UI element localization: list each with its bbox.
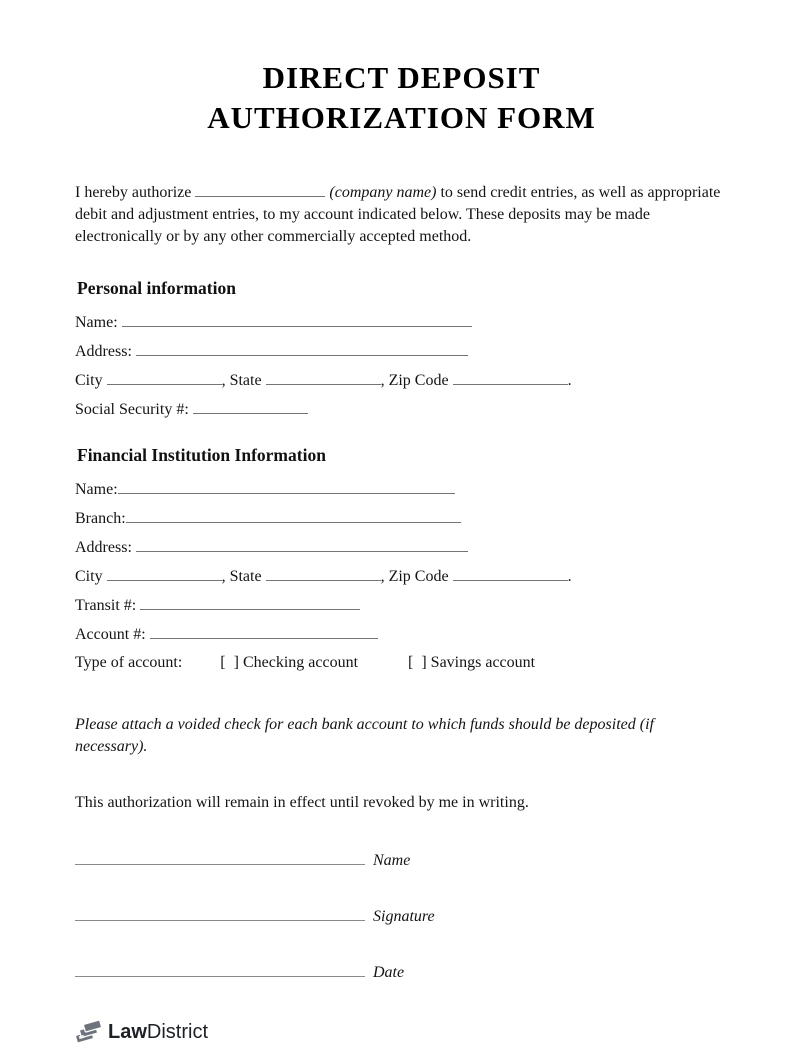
personal-ssn-row [75, 399, 728, 419]
personal-ssn-blank [193, 399, 308, 414]
financial-institution-heading: Financial Institution Information [77, 445, 326, 465]
transit-number-row [75, 595, 728, 615]
signature-name-blank [75, 850, 365, 865]
personal-zip-label: , Zip Code [380, 372, 449, 389]
personal-address-blank [136, 341, 468, 356]
personal-city-label: City [75, 372, 103, 389]
financial-line-period: . [567, 568, 572, 585]
personal-address-row [75, 341, 728, 361]
account-type-row [75, 653, 728, 672]
brand-text [108, 1021, 208, 1044]
personal-name-blank [122, 312, 472, 327]
signature-date-blank [75, 962, 365, 977]
personal-address-label: Address: [75, 343, 132, 360]
financial-name-row [75, 479, 728, 499]
lawdistrict-logo [75, 1018, 728, 1046]
stacked-layers-icon [75, 1018, 102, 1046]
financial-state-blank [266, 566, 381, 581]
company-name-blank [195, 182, 325, 197]
financial-zip-label: , Zip Code [380, 568, 449, 585]
financial-address-row [75, 537, 728, 557]
transit-number-label: Transit #: [75, 597, 137, 614]
financial-city-state-zip-row [75, 566, 728, 586]
signature-block [75, 850, 728, 982]
voided-check-note: Please attach a voided check for each bank account to which funds should be deposited (if necessary). [75, 716, 654, 755]
transit-number-blank [140, 595, 360, 610]
company-name-hint: (company name) [329, 184, 437, 201]
account-number-blank [150, 624, 378, 639]
financial-name-blank [118, 479, 455, 494]
signature-signature-row [75, 906, 728, 926]
financial-branch-label: Branch: [75, 510, 126, 527]
title-line-1: DIRECT DEPOSIT [262, 60, 541, 95]
account-number-label: Account #: [75, 626, 146, 643]
savings-checkbox: [ ] [408, 654, 427, 671]
page-title [75, 58, 728, 138]
financial-zip-blank [453, 566, 568, 581]
personal-name-label: Name: [75, 314, 118, 331]
personal-city-state-zip-row [75, 370, 728, 390]
financial-branch-row [75, 508, 728, 528]
financial-branch-blank [126, 508, 461, 523]
financial-city-blank [107, 566, 222, 581]
personal-city-blank [107, 370, 222, 385]
personal-name-row [75, 312, 728, 332]
personal-ssn-label: Social Security #: [75, 401, 189, 418]
personal-line-period: . [567, 372, 572, 389]
account-type-label: Type of account: [75, 654, 183, 671]
signature-signature-blank [75, 906, 365, 921]
personal-state-label: , State [221, 372, 262, 389]
signature-date-label: Date [373, 964, 405, 981]
signature-signature-label: Signature [373, 908, 435, 925]
intro-text-after: to send credit entries, as well as appropriate debit and adjustment entries, to my account indicated below. These deposits may be made electronically or by any other commercially accepted method. [75, 184, 721, 245]
signature-name-label: Name [373, 852, 411, 869]
checking-account-label: Checking account [242, 654, 359, 671]
account-number-row [75, 624, 728, 644]
checking-checkbox: [ ] [220, 654, 239, 671]
savings-account-label: Savings account [430, 654, 536, 671]
signature-date-row [75, 962, 728, 982]
financial-address-blank [136, 537, 468, 552]
financial-address-label: Address: [75, 539, 132, 556]
intro-paragraph [75, 182, 725, 248]
title-line-2: AUTHORIZATION FORM [207, 100, 596, 135]
personal-state-blank [266, 370, 381, 385]
brand-text-district: District [146, 1020, 209, 1043]
financial-city-label: City [75, 568, 103, 585]
personal-zip-blank [453, 370, 568, 385]
signature-name-row [75, 850, 728, 870]
financial-name-label: Name: [75, 481, 118, 498]
personal-information-heading: Personal information [77, 278, 236, 298]
financial-state-label: , State [221, 568, 262, 585]
intro-text-before: I hereby authorize [75, 184, 192, 201]
brand-text-law: Law [108, 1020, 147, 1043]
authorization-note: This authorization will remain in effect until revoked by me in writing. [75, 794, 529, 811]
